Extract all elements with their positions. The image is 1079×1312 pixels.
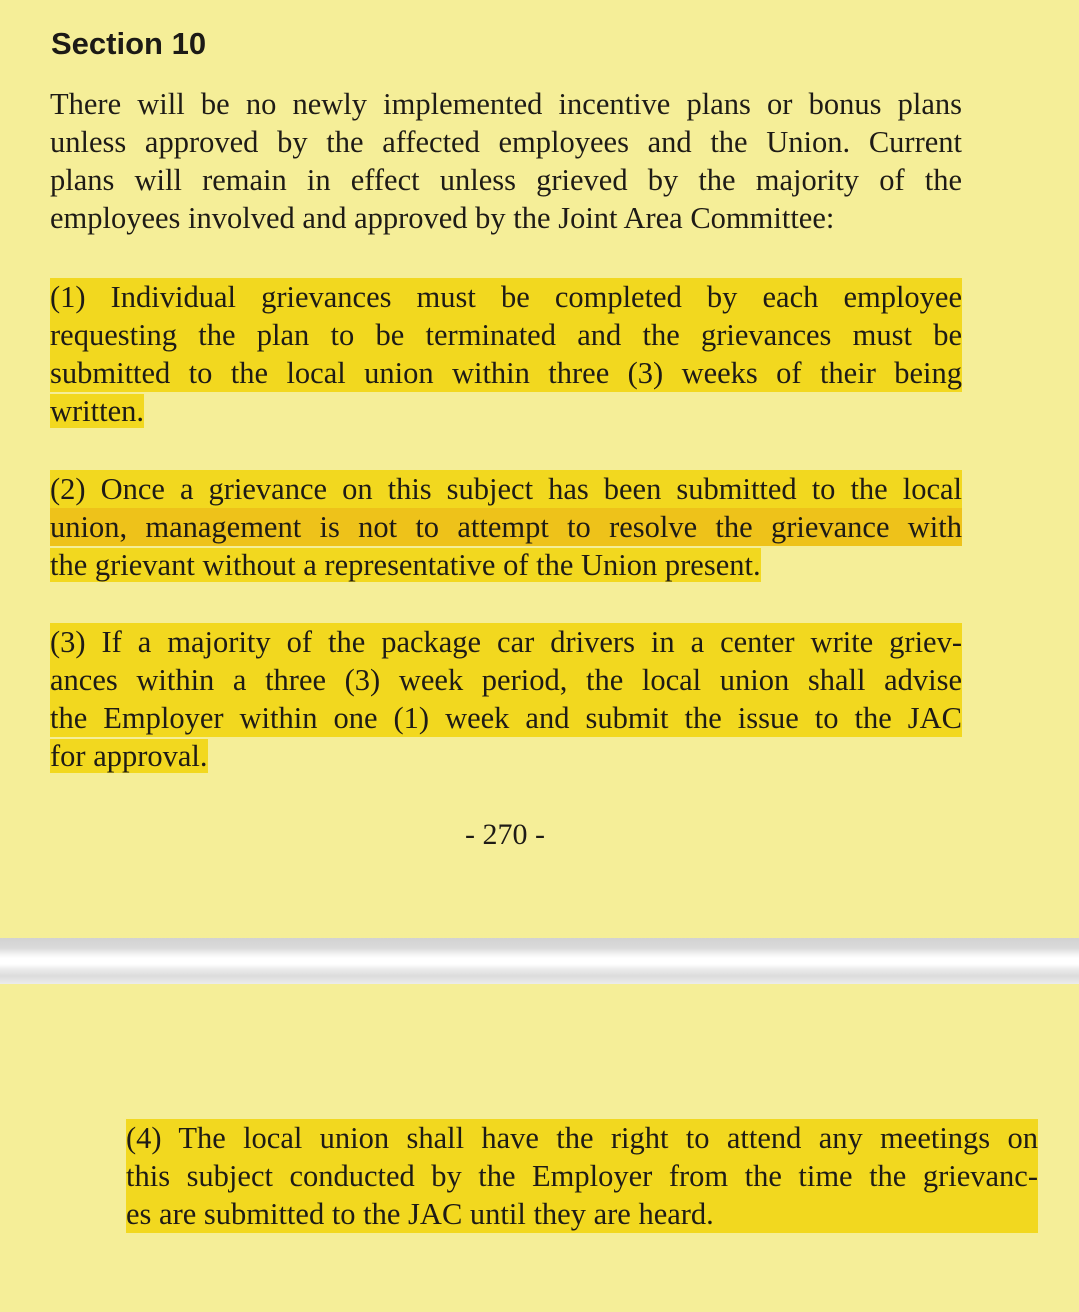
highlighted-text: for approval. xyxy=(50,739,208,773)
clause-2-paragraph xyxy=(50,470,962,584)
highlighted-line: this subject conducted by the Employer from the time the grievanc- xyxy=(126,1159,1038,1193)
highlighted-line: (3) If a majority of the package car drivers in a center write griev- xyxy=(50,625,962,659)
page-number: - 270 - xyxy=(465,818,545,851)
highlighted-line: (2) Once a grievance on this subject has been submitted to the local xyxy=(50,472,962,506)
text-line: plans will remain in effect unless grieved by the majority of the xyxy=(50,163,962,197)
text-line: employees involved and approved by the Joint Area Committee: xyxy=(50,201,835,235)
intro-paragraph xyxy=(50,85,962,237)
highlighted-line: (4) The local union shall have the right to attend any meetings on xyxy=(126,1121,1038,1155)
clause-3-paragraph xyxy=(50,623,962,775)
text-line: unless approved by the affected employees and the Union. Current xyxy=(50,125,962,159)
highlighted-line: submitted to the local union within three (3) weeks of their being xyxy=(50,356,962,390)
text-line xyxy=(50,392,962,430)
highlighted-line: requesting the plan to be terminated and the grievances must be xyxy=(50,318,962,352)
highlighted-line: the Employer within one (1) week and submit the issue to the JAC xyxy=(50,701,962,735)
text-line: There will be no newly implemented incentive plans or bonus plans xyxy=(50,87,962,121)
highlighted-line: es are submitted to the JAC until they are heard. xyxy=(126,1195,1038,1233)
highlighted-line: (1) Individual grievances must be completed by each employee xyxy=(50,280,962,314)
highlighted-line: ances within a three (3) week period, the local union shall advise xyxy=(50,663,962,697)
page-divider xyxy=(0,938,1079,984)
text-line xyxy=(50,546,962,584)
section-title: Section 10 xyxy=(51,26,207,61)
clause-4-paragraph xyxy=(126,1119,1038,1233)
highlighted-text: the grievant without a representative of the Union present. xyxy=(50,548,761,582)
clause-1-paragraph xyxy=(50,278,962,430)
highlighted-line: union, management is not to attempt to resolve the grievance with xyxy=(50,510,962,544)
text-line xyxy=(50,737,962,775)
highlighted-text: written. xyxy=(50,394,145,428)
